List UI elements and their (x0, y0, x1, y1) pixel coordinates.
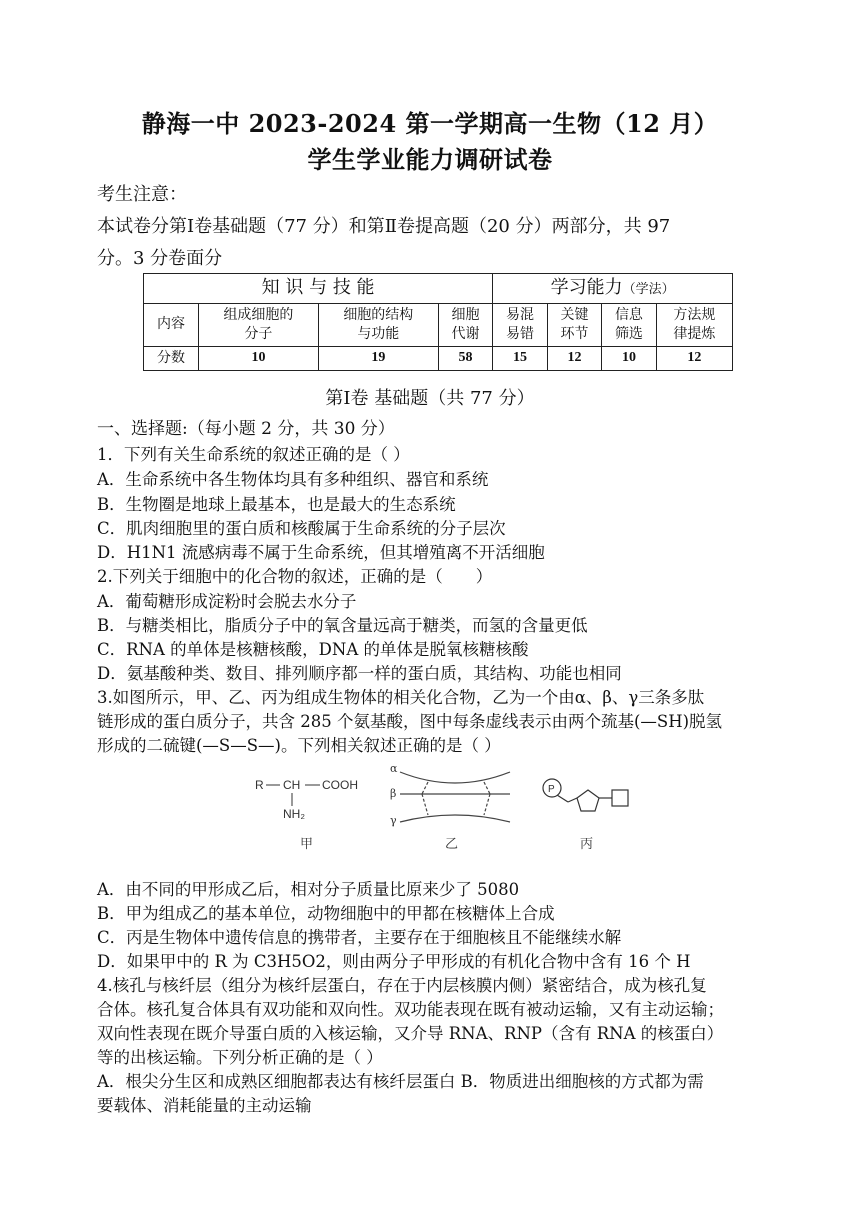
col-cell: 组成细胞的 分子 (199, 304, 319, 347)
row-label-content: 内容 (144, 304, 199, 347)
row-label-score: 分数 (144, 346, 199, 370)
q1-option-a: A．生命系统中各生物体均具有多种组织、器官和系统 (97, 470, 489, 489)
notice-label: 考生注意： (97, 184, 187, 205)
label-yi: 乙 (445, 837, 459, 852)
label-jia: 甲 (300, 836, 314, 851)
group-knowledge-skills: 知 识 与 技 能 (144, 274, 493, 304)
q2-stem: 2.下列关于细胞中的化合物的叙述，正确的是（ ） (97, 567, 493, 586)
score-cell: 12 (547, 346, 601, 370)
exam-title-line1: 静海一中 2023-2024 第一学期高一生物（12 月） (141, 109, 719, 138)
intro-line1: 本试卷分第Ⅰ卷基础题（77 分）和第Ⅱ卷提高题（20 分）两部分，共 97 (97, 216, 671, 237)
bing-nucleotide (543, 779, 628, 811)
q2-option-d: D．氨基酸种类、数目、排列顺序都一样的蛋白质，其结构、功能也相同 (97, 664, 622, 683)
q2-option-b: B．与糖类相比，脂质分子中的氧含量远高于糖类，而氢的含量更低 (97, 616, 588, 635)
gamma-label: γ (390, 814, 397, 827)
q1-option-d: D．H1N1 流感病毒不属于生命系统，但其增殖离不开活细胞 (97, 543, 545, 562)
q4-line3: 双向性表现在既介导蛋白质的入核运输，又介导 RNA、RNP（含有 RNA 的核蛋白） (97, 1024, 724, 1043)
q3-figure (250, 760, 650, 855)
q3-option-a: A．由不同的甲形成乙后，相对分子质量比原来少了 5080 (97, 880, 520, 899)
jia-r: R (255, 778, 264, 792)
q1-stem: 1．下列有关生命系统的叙述正确的是（ ） (97, 445, 410, 464)
col-cell: 细胞的结构 与功能 (318, 304, 438, 347)
q3-stem-line1: 3.如图所示，甲、乙、丙为组成生物体的相关化合物，乙为一个由α、β、γ三条多肽 (97, 688, 705, 707)
yi-protein (400, 772, 510, 822)
part-title: 一、选择题:（每小题 2 分，共 30 分） (97, 419, 395, 439)
col-cell: 方法规 律提炼 (656, 304, 732, 347)
col-cell: 易混 易错 (493, 304, 547, 347)
beta-label: β (390, 787, 397, 800)
score-cell: 19 (318, 346, 438, 370)
score-cell: 58 (438, 346, 492, 370)
alpha-label: α (390, 762, 398, 775)
q3-option-b: B．甲为组成乙的基本单位，动物细胞中的甲都在核糖体上合成 (97, 904, 555, 923)
jia-nh2: NH₂ (283, 807, 305, 821)
col-cell: 关键 环节 (547, 304, 601, 347)
q2-option-a: A．葡萄糖形成淀粉时会脱去水分子 (97, 592, 357, 611)
score-cell: 15 (493, 346, 547, 370)
q4-line1: 4.核孔与核纤层（组分为核纤层蛋白，存在于内层核膜内侧）紧密结合，成为核孔复 (97, 976, 707, 995)
label-bing: 丙 (580, 836, 594, 851)
q4-line5: A．根尖分生区和成熟区细胞都表达有核纤层蛋白 B．物质进出细胞核的方式都为需 (97, 1072, 704, 1091)
score-cell: 10 (602, 346, 656, 370)
compound-diagram (250, 760, 650, 855)
q3-stem-line3: 形成的二硫键(—S—S—)。下列相关叙述正确的是（ ） (97, 736, 501, 755)
q3-option-d: D．如果甲中的 R 为 C3H5O2，则由两分子甲形成的有机化合物中含有 16 个 H (97, 952, 691, 971)
col-cell: 细胞 代谢 (438, 304, 492, 347)
score-row (144, 346, 733, 370)
q4-line2: 合体。核孔复合体具有双功能和双向性。双功能表现在既有被动运输，又有主动运输； (97, 1000, 724, 1019)
q1-option-c: C．肌肉细胞里的蛋白质和核酸属于生命系统的分子层次 (97, 519, 506, 538)
col-cell: 信息 筛选 (602, 304, 656, 347)
phosphate-label: P (548, 784, 555, 795)
content-row (144, 304, 733, 347)
group-learning-ability: 学习能力（学法） (493, 274, 733, 304)
section-title: 第Ⅰ卷 基础题（共 77 分） (325, 388, 535, 409)
q2-option-c: C．RNA 的单体是核糖核酸，DNA 的单体是脱氧核糖核酸 (97, 640, 529, 659)
exam-title-line2: 学生学业能力调研试卷 (307, 145, 553, 174)
q1-option-b: B．生物圈是地球上最基本，也是最大的生态系统 (97, 495, 456, 514)
q4-line6: 要载体、消耗能量的主动运输 (97, 1096, 312, 1115)
jia-ch: CH (283, 778, 301, 792)
jia-cooh: COOH (322, 778, 358, 792)
q3-option-c: C．丙是生物体中遗传信息的携带者，主要存在于细胞核且不能继续水解 (97, 928, 622, 947)
q4-line4: 等的出核运输。下列分析正确的是（ ） (97, 1048, 383, 1067)
q3-stem-line2: 链形成的蛋白质分子，共含 285 个氨基酸，图中每条虚线表示由两个巯基(—SH)脱氢 (97, 712, 723, 731)
score-distribution-table (143, 273, 733, 371)
score-cell: 12 (656, 346, 732, 370)
intro-line2: 分。3 分卷面分 (97, 248, 223, 269)
score-cell: 10 (199, 346, 319, 370)
